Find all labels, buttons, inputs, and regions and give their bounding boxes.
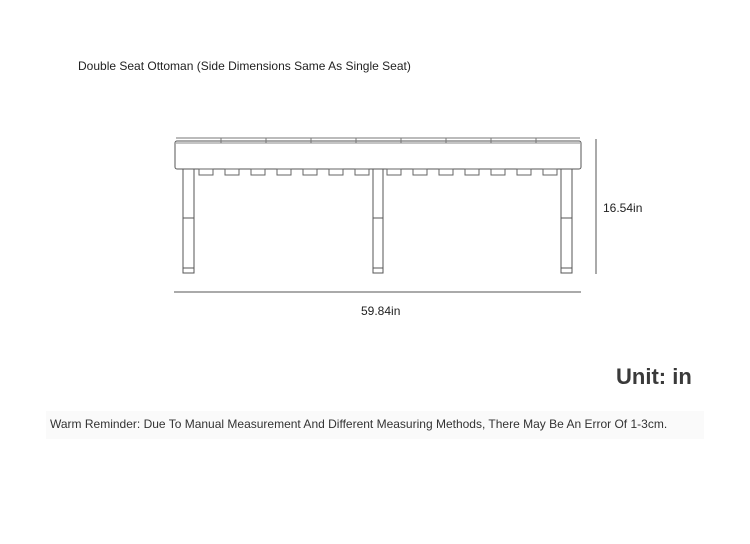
warm-reminder-text: Warm Reminder: Due To Manual Measurement And Different Measuring Methods, There May Be An Error Of 1-3cm. xyxy=(50,417,668,431)
ottoman-cushion xyxy=(175,141,581,169)
warm-reminder xyxy=(46,411,704,439)
leg-left xyxy=(183,169,194,273)
height-dimension-label: 16.54in xyxy=(603,201,643,215)
ottoman-legs xyxy=(183,169,572,273)
diagram-title: Double Seat Ottoman (Side Dimensions Same As Single Seat) xyxy=(78,59,411,73)
unit-label: Unit: in xyxy=(616,364,692,389)
ottoman-drawing xyxy=(175,138,581,273)
leg-middle xyxy=(373,169,383,273)
support-straps xyxy=(199,169,557,175)
leg-right xyxy=(561,169,572,273)
width-dimension-label: 59.84in xyxy=(361,304,401,318)
